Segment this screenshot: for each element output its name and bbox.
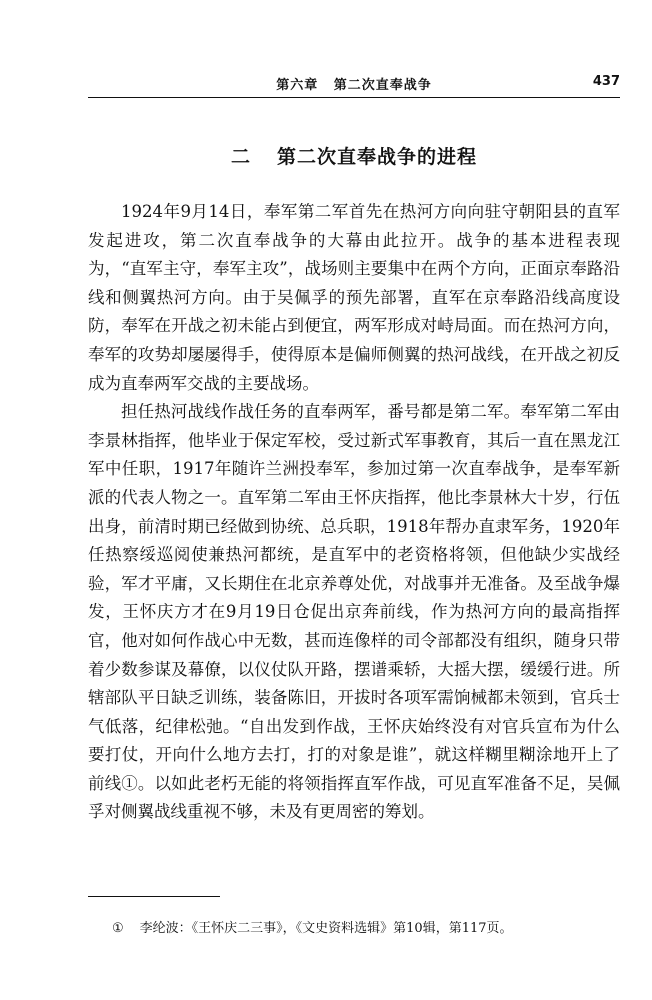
page-number: 437: [592, 74, 620, 89]
footnote-rule: [88, 896, 220, 897]
section-title-text: 第二次直奉战争的进程: [277, 146, 478, 168]
page-header: [88, 74, 620, 96]
section-title: [88, 142, 620, 169]
footnote-mark: ①: [112, 921, 124, 936]
header-rule: [88, 97, 620, 98]
body-text: [88, 198, 620, 827]
footnote: [112, 917, 513, 936]
paragraph: 1924年9月14日，奉军第二军首先在热河方向向驻守朝阳县的直军发起进攻，第二次直奉战争的大幕由此拉开。战争的基本进程表现为，“直军主守，奉军主攻”，战场则主要集中在两个方向，正面京奉路沿线和侧翼热河方向。由于吴佩孚的预先部署，直军在京奉路沿线高度设防，奉军在开战之初未能占到便宜，两军形成对峙局面。而在热河方向，奉军的攻势却屡屡得手，使得原本是偏师侧翼的热河战线，在开战之初反成为直奉两军交战的主要战场。: [88, 202, 620, 393]
running-head: 第六章 第二次直奉战争: [276, 78, 432, 93]
footnote-text: 李纶波：《王怀庆二三事》，《文史资料选辑》第10辑，第117页。: [139, 921, 513, 936]
paragraph: 担任热河战线作战任务的直奉两军，番号都是第二军。奉军第二军由李景林指挥，他毕业于保定军校，受过新式军事教育，其后一直在黑龙江军中任职，1917年随许兰洲投奉军，参加过第一次直奉战争，是奉军新派的代表人物之一。直军第二军由王怀庆指挥，他比李景林大十岁，行伍出身，前清时期已经做到协统、总兵职，1918年帮办直隶军务，1920年任热察绥巡阅使兼热河都统，是直军中的老资格将领，但他缺少实战经验，军才平庸，又长期住在北京养尊处优，对战事并无准备。及至战争爆发，王怀庆方才在9月19日仓促出京奔前线，作为热河方向的最高指挥官，他对如何作战心中无数，甚而连像样的司令部都没有组织，随身只带着少数参谋及幕僚，以仪仗队开路，摆谱乘轿，大摇大摆，缓缓行进。所辖部队平日缺乏训练，装备陈旧，开拔时各项军需饷械都未领到，官兵士气低落，纪律松弛。“自出发到作战，王怀庆始终没有对官兵宣布为什么要打仗，开向什么地方去打，打的对象是谁”，就这样糊里糊涂地开上了前线①。以如此老朽无能的将领指挥直军作战，可见直军准备不足，吴佩孚对侧翼战线重视不够，未及有更周密的筹划。: [88, 402, 620, 822]
section-number: 二: [230, 146, 251, 168]
